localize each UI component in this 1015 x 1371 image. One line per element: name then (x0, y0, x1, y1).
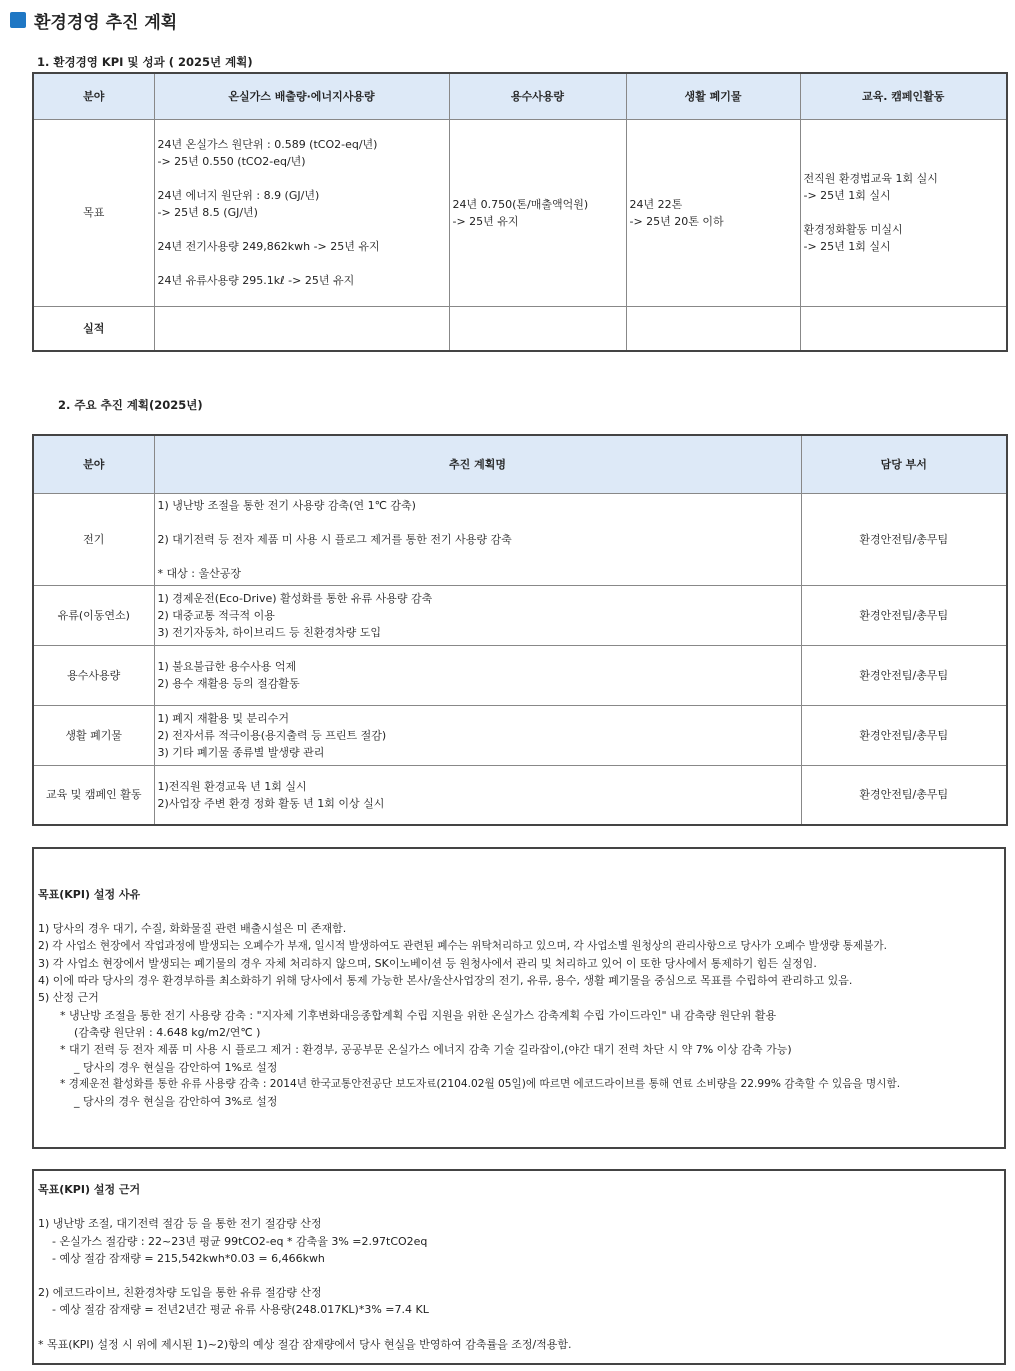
text-line: 24년 유류사용량 295.1kℓ -> 25년 유지 (157, 274, 355, 287)
text-line: 1) 냉난방 조절을 통한 전기 사용량 감축(연 1℃ 감축) (157, 498, 416, 512)
text-line: -> 25년 1회 실시 (803, 240, 891, 253)
reason-heading: 목표(KPI) 설정 사유 (38, 888, 141, 901)
text-line: 1)전직원 환경교육 년 1회 실시 (157, 779, 307, 793)
text-line: 1) 경제운전(Eco-Drive) 활성화를 통한 유류 사용량 감축 (157, 591, 433, 605)
kpi-header-edu: 교육. 캠페인활동 (800, 73, 1007, 119)
kpi-result-row (33, 306, 1007, 351)
basis-heading: 목표(KPI) 설정 근거 (38, 1183, 141, 1196)
reason-line: 3) 각 사업소 현장에서 발생되는 폐기물의 경우 자체 처리하지 않으며, SK이노베이션 등 원청사에서 관리 및 처리하고 있어 이 또한 당사에서 통제하기 힘든 실정임. (38, 956, 817, 970)
text-line: -> 25년 0.550 (tCO2-eq/년) (157, 155, 306, 168)
text-line: 2) 대중교통 적극적 이용 (157, 608, 275, 622)
plan-header-name: 추진 계획명 (154, 435, 801, 493)
plan-table (32, 434, 1008, 826)
plan-dept: 환경안전팀/총무팀 (801, 585, 1007, 645)
plan-field: 생활 폐기물 (33, 705, 154, 765)
plan-row-education (33, 765, 1007, 825)
text-line: 1) 폐지 재활용 및 분리수거 (157, 711, 290, 725)
kpi-basis-box (32, 1169, 1006, 1365)
plan-items (154, 765, 801, 825)
kpi-header-field: 분야 (33, 73, 154, 119)
text-line: -> 25년 20톤 이하 (629, 214, 724, 228)
kpi-result-cell (154, 306, 449, 351)
text-line: 24년 온실가스 원단위 : 0.589 (tCO2-eq/년) (157, 138, 378, 151)
plan-field: 유류(이동연소) (33, 585, 154, 645)
text-line: * 대상 : 울산공장 (157, 566, 241, 580)
reason-line: 5) 산정 근거 (38, 991, 99, 1005)
basis-line: - 예상 절감 잠재량 = 215,542kwh*0.03 = 6,466kwh (52, 1251, 325, 1265)
plan-items (154, 645, 801, 705)
blue-square-icon (10, 12, 26, 28)
basis-line (38, 1267, 1000, 1284)
plan-row-water (33, 645, 1007, 705)
text-line: 전직원 환경법교육 1회 실시 (803, 172, 938, 185)
plan-dept: 환경안전팀/총무팀 (801, 705, 1007, 765)
basis-line: - 예상 절감 잠재량 = 전년2년간 평균 유류 사용량(248.017KL)*3% =7.4 KL (52, 1303, 429, 1317)
text-line: 2) 전자서류 적극이용(용지출력 등 프린트 절감) (157, 728, 387, 742)
reason-line: 2) 각 사업소 현장에서 작업과정에 발생되는 오폐수가 부재, 일시적 발생하여도 관련된 폐수는 위탁처리하고 있으며, 각 사업소별 원청상의 관리사항으로 당사가 오폐수 발생량 통제불가. (38, 939, 887, 952)
reason-line: 1) 당사의 경우 대기, 수질, 화화물질 관련 배출시설은 미 존재함. (38, 922, 347, 936)
text-line: -> 25년 1회 실시 (803, 189, 891, 202)
kpi-result-cell (800, 306, 1007, 351)
kpi-goal-edu (800, 119, 1007, 306)
spacer (38, 1198, 1000, 1215)
reason-subline: _ 당사의 경우 현실을 감안하여 1%로 설정 (74, 1060, 278, 1074)
basis-line: - 온실가스 절감량 : 22~23년 평균 99tCO2-eq * 감축율 3% =2.97tCO2eq (52, 1234, 428, 1248)
kpi-table (32, 72, 1008, 352)
plan-dept: 환경안전팀/총무팀 (801, 765, 1007, 825)
text-line: 24년 22톤 (629, 197, 683, 211)
text-line (158, 170, 446, 187)
page-title: 환경경영 추진 계획 (34, 12, 178, 33)
text-line: 1) 불요불급한 용수사용 억제 (157, 660, 297, 673)
kpi-goal-label: 목표 (33, 119, 154, 306)
text-line: -> 25년 8.5 (GJ/년) (157, 206, 258, 219)
reason-line: 4) 이에 따라 당사의 경우 환경부하를 최소화하기 위해 당사에서 통제 가능한 본사/울산사업장의 전기, 유류, 용수, 생활 폐기물을 중심으로 목표를 수립하여 관리하고 있음. (38, 974, 853, 988)
plan-dept: 환경안전팀/총무팀 (801, 493, 1007, 585)
basis-line: 1) 냉난방 조절, 대기전력 절감 등 을 통한 전기 절감량 산정 (38, 1217, 322, 1231)
text-line (158, 221, 446, 238)
text-line: 환경정화활동 미실시 (803, 223, 903, 236)
plan-header-row (33, 435, 1007, 493)
kpi-header-ghg: 온실가스 배출량·에너지사용량 (154, 73, 449, 119)
text-line: 24년 에너지 원단위 : 8.9 (GJ/년) (157, 189, 320, 202)
section1-heading: 1. 환경경영 KPI 및 성과 ( 2025년 계획) (37, 55, 253, 69)
plan-row-fuel (33, 585, 1007, 645)
text-line: 3) 전기자동차, 하이브리드 등 친환경차량 도입 (157, 625, 382, 639)
text-line: 24년 전기사용량 249,862kwh -> 25년 유지 (157, 240, 380, 253)
kpi-header-row (33, 73, 1007, 119)
kpi-goal-row (33, 119, 1007, 306)
kpi-result-cell (626, 306, 800, 351)
reason-subline: * 대기 전력 등 전자 제품 미 사용 시 플로그 제거 : 환경부, 공공부문 온실가스 에너지 감축 기술 길라잡이,(야간 대기 전력 차단 시 약 7% 이상 감축 가능) (60, 1043, 792, 1057)
kpi-goal-ghg (154, 119, 449, 306)
plan-row-electricity (33, 493, 1007, 585)
page-title-block (10, 8, 177, 32)
text-line: 2) 용수 재활용 등의 절감활동 (157, 677, 300, 690)
kpi-header-water: 용수사용량 (449, 73, 626, 119)
spacer (38, 903, 1000, 920)
text-line: 2)사업장 주변 환경 정화 활동 년 1회 이상 실시 (157, 796, 385, 810)
basis-line: * 목표(KPI) 설정 시 위에 제시된 1)~2)항의 예상 절감 잠재량에서 당사 현실을 반영하여 감축률을 조정/적용함. (38, 1337, 572, 1351)
text-line (158, 255, 446, 272)
plan-field: 용수사용량 (33, 645, 154, 705)
plan-header-dept: 담당 부서 (801, 435, 1007, 493)
plan-dept: 환경안전팀/총무팀 (801, 645, 1007, 705)
kpi-result-cell (449, 306, 626, 351)
text-line: 3) 기타 폐기물 종류별 발생량 관리 (157, 745, 325, 759)
plan-items (154, 705, 801, 765)
text-line: 2) 대기전력 등 전자 제품 미 사용 시 플로그 제거를 통한 전기 사용량 감축 (157, 532, 512, 546)
kpi-result-label: 실적 (33, 306, 154, 351)
plan-header-field: 분야 (33, 435, 154, 493)
kpi-goal-waste (626, 119, 800, 306)
basis-line: 2) 에코드라이브, 친환경차량 도입을 통한 유류 절감량 산정 (38, 1286, 322, 1300)
plan-field: 교육 및 캠페인 활동 (33, 765, 154, 825)
plan-row-waste (33, 705, 1007, 765)
text-line (804, 204, 1004, 221)
basis-line (38, 1319, 1000, 1336)
reason-subline: (감축량 원단위 : 4.648 kg/m2/연℃ ) (74, 1026, 261, 1040)
kpi-reason-box (32, 847, 1006, 1149)
plan-items (154, 585, 801, 645)
reason-subline: _ 당사의 경우 현실을 감안하여 3%로 설정 (74, 1095, 278, 1109)
plan-items (154, 493, 801, 585)
text-line: 24년 0.750(톤/매출액억원) (452, 197, 589, 211)
plan-field: 전기 (33, 493, 154, 585)
reason-subline: * 냉난방 조절을 통한 전기 사용량 감축 : "지자체 기후변화대응종합계획 수립 지원을 위한 온실가스 감축계획 수립 가이드라인" 내 감축량 원단위 활용 (60, 1008, 777, 1022)
text-line: -> 25년 유지 (452, 214, 519, 228)
section2-heading: 2. 주요 추진 계획(2025년) (58, 398, 203, 412)
reason-subline: * 경제운전 활성화를 통한 유류 사용량 감축 : 2014년 한국교통안전공단 보도자료(2104.02월 05일)에 따르면 에코드라이브를 통해 연료 소비량을 22.99% 감축할 수 있음을 명시함. (60, 1077, 901, 1090)
kpi-goal-water (449, 119, 626, 306)
text-line (158, 548, 798, 565)
text-line (158, 514, 798, 531)
kpi-header-waste: 생활 폐기물 (626, 73, 800, 119)
